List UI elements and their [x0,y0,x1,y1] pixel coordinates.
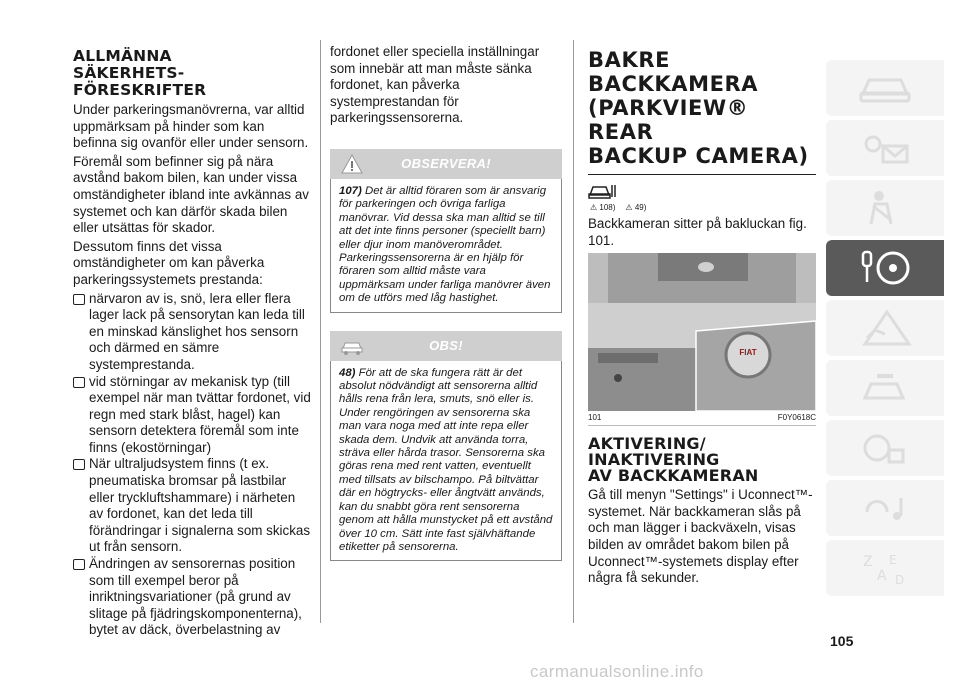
heading-line: BACKKAMERA [588,72,759,96]
tab-emergency[interactable] [826,300,944,356]
list-item-text: När ultraljudsystem finns (t ex. pneumatiska bromsar på lastbilar eller tryckluftshammare) i närheten av fordonet, kan det leda till förändringar i signalerna som skickas ut från sensorn. [89,456,311,555]
paragraph: Under parkeringsmanövrerna, var alltid uppmärksam på hinder som kan befinna sig ovanför eller under sensorn. [73,102,309,151]
icon-row [588,181,816,201]
list-item [73,456,311,556]
caution-header [330,331,562,361]
caution-ref: ⚠ 49) [625,203,647,212]
key-steering-icon [855,248,915,288]
column-2 [330,44,562,561]
watermark-text: carmanualsonline.info [530,662,704,681]
car-icon [857,68,913,108]
ref-text: 49) [634,203,647,212]
section-heading [588,48,816,168]
heading-line: SÄKERHETS- [73,64,185,82]
chapter-tabs [826,60,946,600]
warning-header [330,149,562,179]
column-divider [320,40,321,623]
bullet-icon [73,559,85,570]
bullet-icon [73,294,85,305]
note-text: För att de ska fungera rätt är det absolut nödvändigt att sensorerna alltid hålls rena från lera, smuts, snö eller is. Under rengöringen av sensorerna ska man vara noga med att inte repa eller skada dem. Undvik att använda torra, sträva eller hårda trasor. Sensorerna ska göras rena med rent vatten, eventuellt med tillsats av bilschampo. På biltvättar där en högtrycks- eller ångtvätt används, kan du snabbt göra rent sensorerna genom att hålla munstycket på ett avstånd över 10 cm. Sätt inte fast självhäftande etiketter på sensorerna. [339,366,553,553]
paragraph: Gå till menyn "Settings" i Uconnect™-systemet. När backkameran slås på och man lägger i backväxeln, visas bilden av området bakom bilen på Uconnect™-systemets display efter några få sekunder. [588,487,813,586]
emergency-triangle-icon [857,308,913,348]
bullet-icon [73,377,85,388]
bullet-icon [73,459,85,470]
paragraph: fordonet eller speciella inställningar som innebär att man måste sänka fordonet, kan påverka systemprestandan för parkeringssensorerna. [330,44,540,126]
page-number: 105 [830,633,854,649]
wrench-car-icon [857,368,913,408]
warning-box [330,179,562,313]
camera-car-icon [588,181,618,201]
figure-code: F0Y0618C [777,413,816,423]
tab-safety[interactable] [826,180,944,236]
list-item [73,374,311,457]
column-3 [588,48,816,589]
fiat-badge-logo: FIAT [739,348,757,358]
navigation-music-icon [857,488,913,528]
heading-line: FÖRESKRIFTER [73,81,207,99]
warning-ref: ⚠ 108) [590,203,616,212]
heading-line: ALLMÄNNA [73,47,172,65]
heading-line: AKTIVERING/ [588,434,706,454]
list-item-text: närvaron av is, snö, lera eller flera lager lack på sensorytan kan leda till en minskad känslighet hos sensorn och därmed en sämre systemprestanda. [89,290,305,372]
svg-text:Z: Z [863,554,873,570]
seatbelt-icon [857,188,913,228]
note-refs [590,203,816,212]
list-item-text: Ändringen av sensorernas position som till exempel beror på inriktningsvariationer (på grund av slitage på fjädringskomponenterna), bytet av däck, överbelastning av [89,556,302,638]
light-message-icon [857,128,913,168]
rear-camera-photo [588,253,816,411]
list-item [73,556,311,639]
section-heading [588,436,816,484]
paragraph: Backkameran sitter på bakluckan fig. 101. [588,216,807,248]
technical-data-icon [857,428,913,468]
tab-warning-lights[interactable] [826,120,944,176]
tab-starting-driving[interactable] [826,240,944,296]
svg-text:A: A [877,568,887,584]
caution-title: OBS! [429,338,463,354]
svg-text:D: D [895,573,905,587]
column-divider [573,40,574,623]
svg-text:E: E [889,553,897,567]
warning-title: OBSERVERA! [401,156,491,172]
heading-line: (PARKVIEW® REAR [588,96,749,144]
figure-number: 101 [588,413,602,423]
heading-rule [588,174,816,175]
heading-line: INAKTIVERING [588,450,720,470]
figure-caption [588,413,816,426]
tab-multimedia[interactable] [826,480,944,536]
heading-line: AV BACKKAMERAN [588,466,759,486]
note-number: 107) [339,184,362,197]
caution-box [330,361,562,562]
list-item [73,291,311,374]
section-heading [73,48,311,99]
list-item-text: vid störningar av mekanisk typ (till exempel när man tvättar fordonet, vid regn med stark blåst, hagel) kan sensorn detektera föremål som inte finns (ekostörningar) [89,373,311,455]
tab-technical-data[interactable] [826,420,944,476]
paragraph: Föremål som befinner sig på nära avstånd bakom bilen, kan under vissa omständigheter ibland inte avkännas av systemet och kan därför skada bilen eller utsättas för skador. [73,153,309,236]
column-1 [73,48,311,639]
heading-line: BAKRE [588,48,671,72]
tab-maintenance[interactable] [826,360,944,416]
tab-index[interactable] [826,540,944,596]
ref-text: 108) [599,203,616,212]
note-text: Det är alltid föraren som är ansvarig för parkeringen och övriga farliga manövrar. Vid dessa ska man alltid se till att det inte finns personer (speciellt barn) eller djur inom manöverområdet. Parkeringssensorerna är en hjälp för föraren som alltid måste vara uppmärksam under farliga manövrer även om de utförs med låg hastighet. [339,184,551,305]
tab-vehicle-knowledge[interactable] [826,60,944,116]
note-number: 48) [339,366,356,379]
heading-line: BACKUP CAMERA) [588,144,809,168]
alphabetical-index-icon [857,548,913,588]
paragraph: Dessutom finns det vissa omständigheter om kan påverka parkeringssystemets prestanda: [73,238,265,287]
